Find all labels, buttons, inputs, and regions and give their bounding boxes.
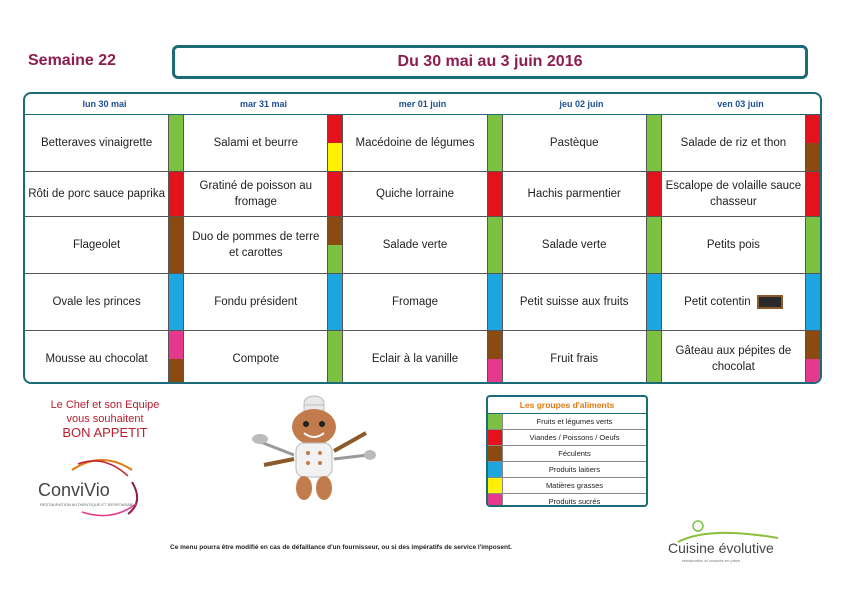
menu-cell [503,172,662,216]
menu-cell [25,331,184,384]
menu-cell [184,217,343,273]
food-group-swatch [169,172,183,216]
food-group-swatch [806,217,820,273]
menu-cell [25,115,184,171]
menu-rows [25,115,820,384]
food-group-bar [327,217,342,273]
food-group-swatch [328,245,342,273]
food-group-bar [646,172,661,216]
menu-cell [662,331,820,384]
food-group-swatch [169,359,183,384]
food-group-swatch [806,143,820,171]
legend-label: Produits sucrés [548,497,601,506]
food-group-bar [487,115,502,171]
food-group-bar [646,274,661,330]
dish-name [503,115,646,171]
food-group-swatch [328,172,342,216]
legend-swatch [488,462,503,477]
dish-label: Salade de riz et thon [680,137,787,149]
menu-cell [343,274,502,330]
menu-cell [662,274,820,330]
legend-title: Les groupes d'aliments [488,397,646,414]
dish-label: Fromage [391,296,439,308]
food-group-swatch [488,274,502,330]
legend-item [488,430,646,446]
cuisine-name: Cuisine évolutive [668,540,774,556]
food-group-swatch [806,359,820,384]
food-group-swatch [169,274,183,330]
dish-name [343,115,486,171]
dish-label: Fruit frais [550,353,599,365]
convivio-name: ConviVio [38,480,110,500]
food-group-bar [168,115,183,171]
menu-cell [343,115,502,171]
dish-name [184,172,327,216]
food-group-bar [327,172,342,216]
food-group-bar [805,217,820,273]
menu-cell [25,172,184,216]
menu-cell [343,172,502,216]
menu-cell [503,331,662,384]
chef-line-2: vous souhaitent [66,413,144,425]
day-header: lun 30 mai [82,99,127,109]
convivio-tagline: RESTAURATION AUTHENTIQUE ET RESPONSABLE [40,502,138,507]
dish-name [184,115,327,171]
dish-name [503,172,646,216]
food-group-swatch [328,274,342,330]
dish-name [184,217,327,273]
legend-swatch [488,446,503,461]
dish-label: Rôti de porc sauce paprika [28,188,165,200]
dish-name [662,172,805,216]
dish-name [25,217,168,273]
day-header: mar 31 mai [239,99,288,109]
convivio-logo [32,452,152,522]
chef-mascot-icon [248,393,378,505]
dish-label: Petit cotentin [684,296,751,308]
dish-name [184,331,327,384]
food-group-bar [646,217,661,273]
cuisine-evolutive-logo [668,516,798,566]
legend-label: Féculents [558,449,591,458]
legend-swatch [488,430,503,445]
dish-name [503,331,646,384]
dish-label: Gratiné de poisson au fromage [199,180,313,208]
dish-name [343,274,486,330]
day-headers [25,94,820,115]
food-group-bar [168,217,183,273]
food-group-swatch [328,217,342,245]
dish-label: Gâteau aux pépites de chocolat [675,345,792,373]
food-group-bar [487,172,502,216]
dish-label: Ovale les princes [52,296,141,308]
food-group-swatch [647,331,661,384]
legend-label: Fruits et légumes verts [536,417,613,426]
menu-cell [184,172,343,216]
dish-label: Compote [232,353,280,365]
dish-label: Pastèque [549,137,599,149]
menu-cell [184,115,343,171]
food-group-swatch [169,217,183,273]
menu-row [25,331,820,384]
menu-row [25,115,820,172]
legend-item [488,478,646,494]
food-group-swatch [806,274,820,330]
dish-name [343,217,486,273]
chalkboard-icon [757,295,783,309]
legend-swatch [488,414,503,429]
dish-name [25,172,168,216]
food-group-bar [805,115,820,171]
dish-name [662,331,805,384]
legend-item [488,414,646,430]
dish-label: Betteraves vinaigrette [40,137,153,149]
legend-item [488,446,646,462]
food-group-swatch [169,115,183,171]
food-group-swatch [328,115,342,143]
food-group-swatch [328,143,342,171]
menu-cell [503,274,662,330]
dish-label: Fondu président [214,296,298,308]
menu-row [25,172,820,217]
day-header: mer 01 juin [398,99,447,109]
menu-cell [662,217,820,273]
menu-cell [343,331,502,384]
food-group-swatch [647,274,661,330]
food-group-bar [327,331,342,384]
legend-label: Matières grasses [545,481,604,490]
food-group-bar [487,217,502,273]
menu-cell [184,274,343,330]
day-header: ven 03 juin [717,99,764,109]
food-group-swatch [647,115,661,171]
dish-label: Macédoine de légumes [355,137,475,149]
dish-label: Salade verte [382,239,448,251]
legend-item [488,494,646,507]
legend-swatch [488,478,503,493]
disclaimer: Ce menu pourra être modifié en cas de défaillance d'un fournisseur, ou si des impératifs de service l'imposent. [170,544,512,551]
cuisine-tagline: restauration ici cuisinée en place [682,558,741,563]
dish-name [343,331,486,384]
day-header: jeu 02 juin [559,99,604,109]
chef-line-1: Le Chef et son Equipe [50,399,160,411]
food-group-swatch [488,359,502,384]
food-groups-legend [486,395,648,507]
dish-name [184,274,327,330]
legend-swatch [488,494,503,507]
dish-name [662,115,805,171]
dish-label: Escalope de volaille sauce chasseur [665,180,802,208]
food-group-swatch [488,217,502,273]
dish-name [503,274,646,330]
legend-label: Viandes / Poissons / Oeufs [529,433,620,442]
food-group-swatch [806,115,820,143]
chef-greeting [30,398,180,440]
menu-row [25,274,820,331]
dish-label: Mousse au chocolat [45,353,148,365]
food-group-bar [327,115,342,171]
dish-name [662,274,805,330]
legend-label: Produits laitiers [548,465,601,474]
dish-name [25,331,168,384]
food-group-swatch [647,172,661,216]
legend-item [488,462,646,478]
food-group-bar [327,274,342,330]
food-group-swatch [806,172,820,216]
dish-name [25,274,168,330]
food-group-bar [487,331,502,384]
food-group-bar [805,274,820,330]
dish-label: Salami et beurre [213,137,298,149]
dish-label: Quiche lorraine [376,188,454,200]
menu-cell [343,217,502,273]
menu-cell [503,115,662,171]
dish-label: Flageolet [72,239,121,251]
food-group-bar [646,331,661,384]
dish-label: Petits pois [706,239,760,251]
food-group-swatch [647,217,661,273]
menu-cell [662,172,820,216]
dish-name [662,217,805,273]
food-group-swatch [488,331,502,359]
dish-label: Hachis parmentier [527,188,621,200]
dish-label: Duo de pommes de terre et carottes [192,231,320,259]
food-group-bar [805,331,820,384]
food-group-bar [646,115,661,171]
food-group-swatch [488,115,502,171]
food-group-bar [805,172,820,216]
dish-name [25,115,168,171]
menu-cell [503,217,662,273]
menu-cell [662,115,820,171]
menu-cell [25,217,184,273]
menu-table [23,92,822,384]
chef-line-3: BON APPETIT [62,425,148,440]
week-label: Semaine 22 [28,52,117,69]
food-group-swatch [488,172,502,216]
food-group-bar [168,274,183,330]
dish-label: Petit suisse aux fruits [519,296,629,308]
menu-cell [25,274,184,330]
food-group-swatch [328,331,342,384]
menu-cell [184,331,343,384]
legend-items [488,414,646,507]
dish-label: Eclair à la vanille [371,353,459,365]
menu-row [25,217,820,274]
date-range-title: Du 30 mai au 3 juin 2016 [172,45,808,79]
food-group-swatch [806,331,820,359]
food-group-bar [487,274,502,330]
dish-name [503,217,646,273]
food-group-bar [168,172,183,216]
food-group-bar [168,331,183,384]
dish-name [343,172,486,216]
dish-label: Salade verte [541,239,607,251]
food-group-swatch [169,331,183,359]
